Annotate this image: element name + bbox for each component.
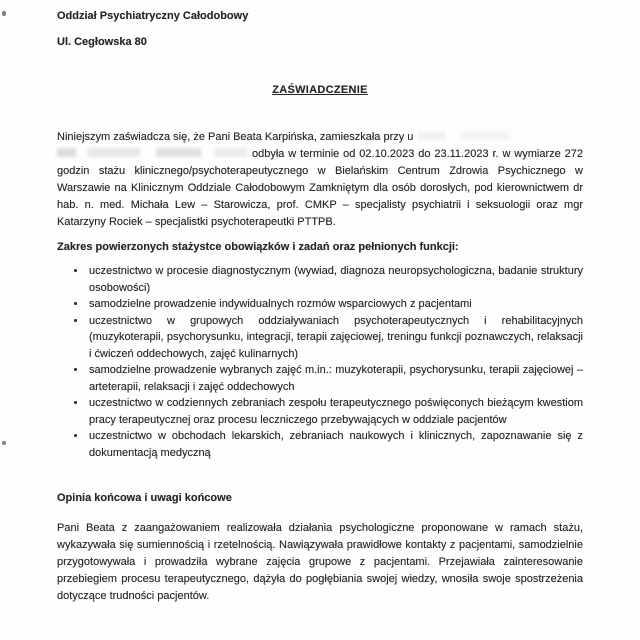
duty-item: • uczestnictwo w obchodach lekarskich, zebraniach naukowych i klinicznych, zapoznawanie się z dokumentacją medyczną [87,428,583,461]
opinion-heading: Opinia końcowa i uwagi końcowe [57,492,232,504]
document-title: ZAŚWIADCZENIE [272,84,368,96]
duty-item: • samodzielne prowadzenie indywidualnych rozmów wsparciowych z pacjentami [87,296,583,313]
intro-line1-text: Niniejszym zaświadcza się, że Pani Beata Karpińska, zamieszkała przy u [57,131,414,143]
intro-paragraph [57,129,583,231]
duty-item: • samodzielne prowadzenie wybranych zajęć m.in.: muzykoterapii, psychorysunku, terapii zajęciowej – arteterapii, relaksacji i zajęć oddechowych [87,362,583,395]
redacted-address-fragment-1 [418,131,510,140]
opinion-body: Pani Beata z zaangażowaniem realizowała działania psychologiczne proponowane w ramach stażu, wykazywała się sumiennością i rzetelnością. Nawiązywała prawidłowe kontakty z pacjentami, samodzielnie przygotowywała i prowadziła wybrane zajęcia grupowe z pacjentami. Przejawiała zainteresowanie przebiegiem procesu terapeutycznego, dążyła do pogłębiania swojej wiedzy, wnosiła swoje spostrzeżenia dotyczące trudności pacjentów. [57,522,583,602]
duties-heading: Zakres powierzonych stażystce obowiązków i zadań oraz pełnionych funkcji: [57,241,459,253]
scan-speck [2,11,6,16]
redacted-address-fragment-2 [57,148,247,157]
intro-line1 [57,129,583,146]
duty-item: • uczestnictwo w grupowych oddziaływaniach psychoterapeutycznych i rehabilitacyjnych (muzykoterapii, psychorysunku, integracji, terapii zajęciowej, treningu funkcji poznawczych, relaksacji i ćwiczeń oddechowych, zajęć kulinarnych) [87,313,583,363]
intro-continuation-text: odbyła w terminie od 02.10.2023 do 23.11.2023 r. w wymiarze 272 godzin stażu klinicznego/psychoterapeutycznego w Bielańskim Centrum Zdrowia Psychicznego w Warszawie na Klinicznym Oddziale Całodobowym Zamkniętym dla osób dorosłych, pod kierownictwem dr hab. n. med. Michała Lew – Starowicza, prof. CMKP – specjalisty psychiatrii i seksuologii oraz mgr Katarzyny Rociek – specjalistki psychoterapeutki PTTPB. [57,148,583,228]
duty-item: • uczestnictwo w procesie diagnostycznym (wywiad, diagnoza neuropsychologiczna, badanie struktury osobowości) [87,263,583,296]
duties-list [57,263,583,461]
intro-continuation [57,146,583,231]
duty-item: • uczestnictwo w codziennych zebraniach zespołu terapeutycznego poświęconych bieżącym kwestiom pracy terapeutycznej oraz procesu leczniczego przebywających w oddziale pacjentów [87,395,583,428]
scan-speck [2,441,6,445]
org-address: Ul. Cegłowska 80 [57,36,147,48]
org-name: Oddział Psychiatryczny Całodobowy [57,10,249,22]
title-row [57,82,583,99]
